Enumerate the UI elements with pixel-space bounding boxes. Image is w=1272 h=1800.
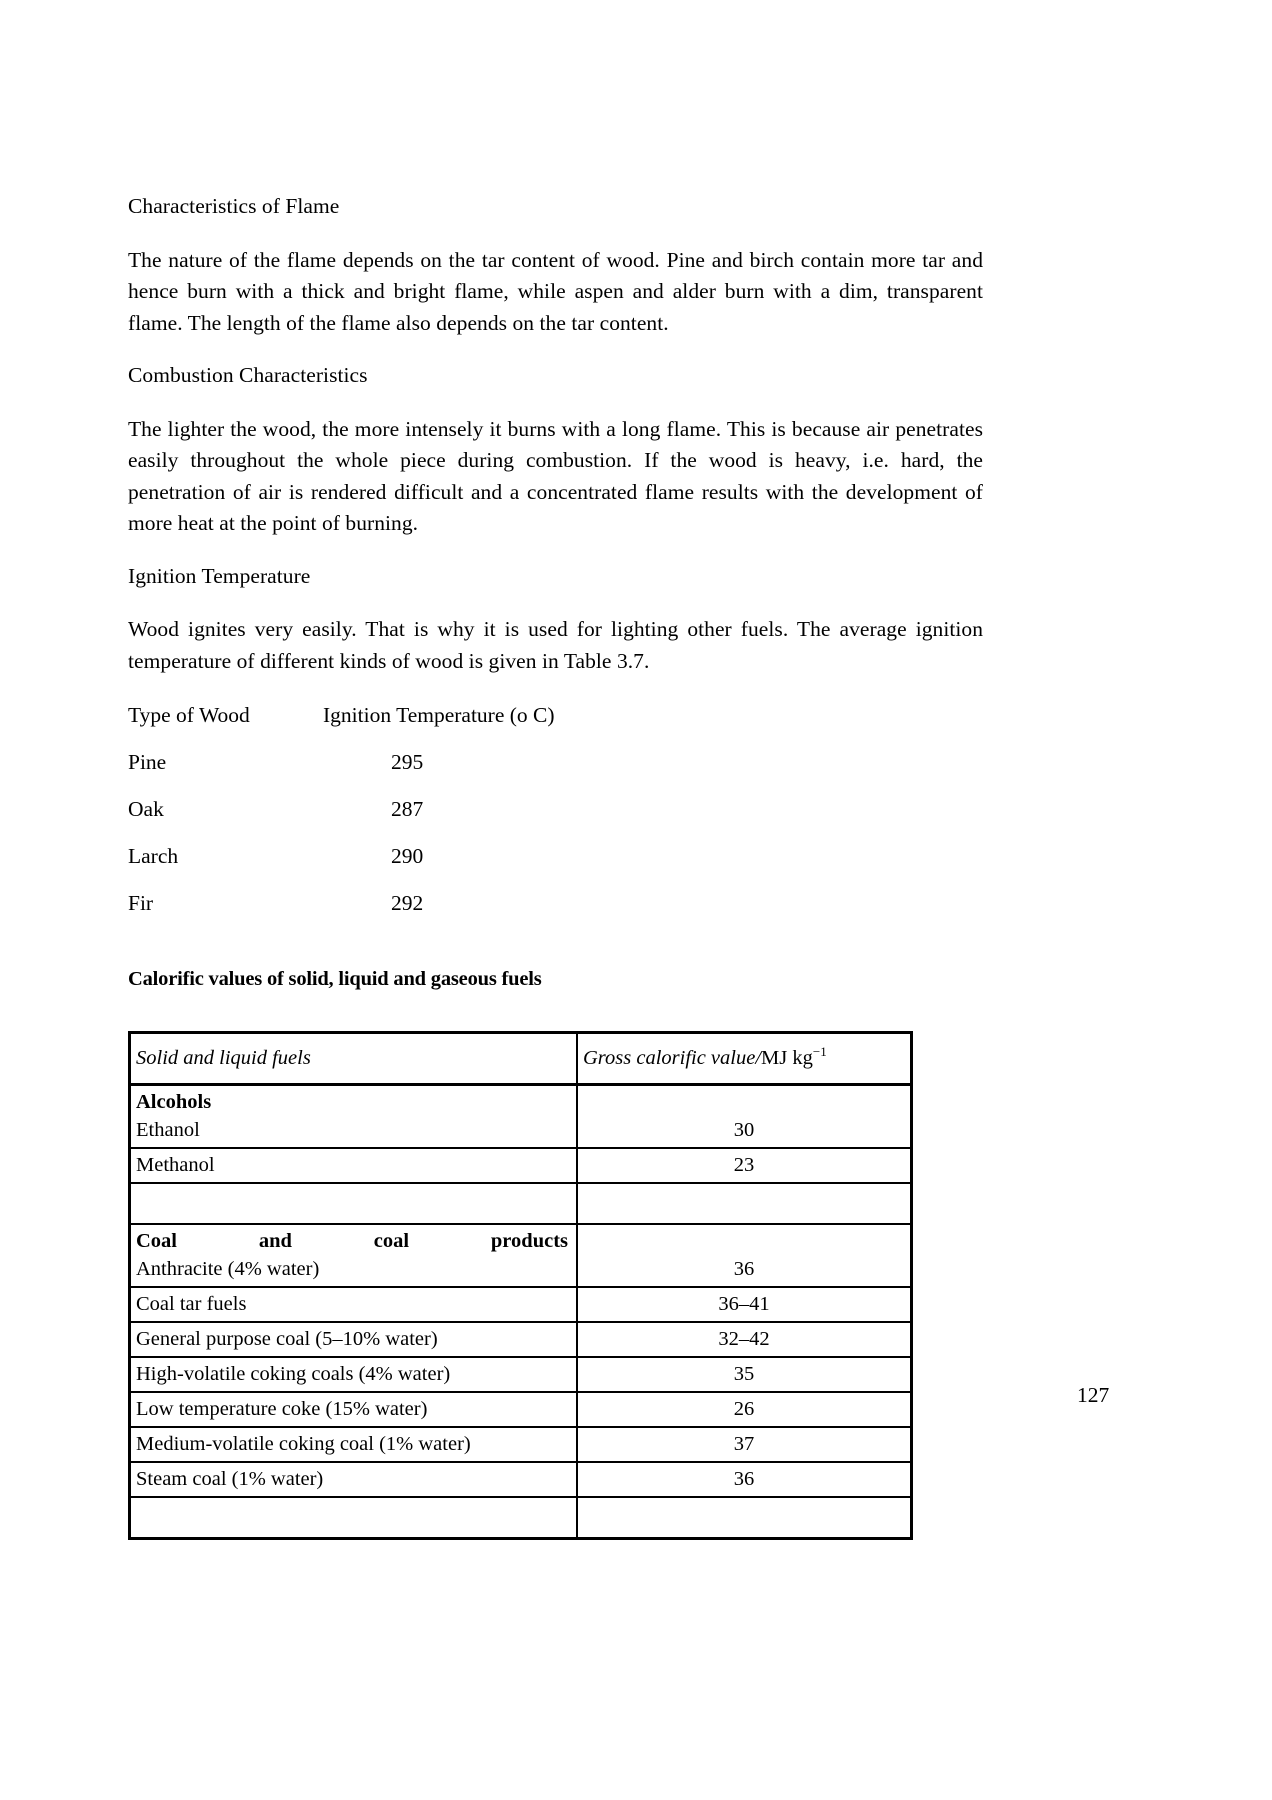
table-header-row xyxy=(130,1033,912,1085)
fuel-name-cell xyxy=(130,1085,578,1149)
section-heading-ignition-temperature: Ignition Temperature xyxy=(128,563,311,588)
table-row xyxy=(130,1427,912,1462)
table-row xyxy=(130,1392,912,1427)
fuel-value-cell xyxy=(577,1183,912,1224)
wood-ignition-temperature: 295 xyxy=(391,750,424,774)
fuel-group-label: Alcohols xyxy=(136,1091,212,1113)
table-row xyxy=(130,1357,912,1392)
wood-ignition-temperature: 290 xyxy=(391,844,424,868)
fuel-name-cell xyxy=(130,1183,578,1224)
page-number: 127 xyxy=(1077,1383,1110,1407)
fuel-name: Anthracite (4% water) xyxy=(136,1258,320,1280)
wood-type: Larch xyxy=(128,844,179,868)
fuel-name: Ethanol xyxy=(136,1119,200,1141)
fuel-name-cell xyxy=(130,1322,578,1357)
wood-type: Fir xyxy=(128,891,154,915)
fuel-group-label: Coal and coal products xyxy=(136,1230,568,1252)
table-header-cell-fuels xyxy=(130,1033,578,1085)
fuel-name: High-volatile coking coals (4% water) xyxy=(136,1363,451,1385)
fuel-value: 23 xyxy=(733,1154,755,1176)
fuel-name-cell xyxy=(130,1357,578,1392)
table-row xyxy=(130,1085,912,1149)
section-heading-characteristics-of-flame: Characteristics of Flame xyxy=(128,194,340,218)
fuel-name-cell xyxy=(130,1392,578,1427)
fuel-value-cell xyxy=(577,1085,912,1149)
fuel-name: Steam coal (1% water) xyxy=(136,1468,324,1490)
wood-table-header-row xyxy=(128,703,983,750)
fuel-value-cell xyxy=(577,1357,912,1392)
fuel-name-cell xyxy=(130,1148,578,1183)
fuel-name: Coal tar fuels xyxy=(136,1293,247,1315)
fuel-name: General purpose coal (5–10% water) xyxy=(136,1328,438,1350)
wood-table-row xyxy=(128,891,983,938)
wood-ignition-temperature: 292 xyxy=(391,891,424,915)
fuel-value: 36 xyxy=(733,1468,755,1490)
fuel-value-cell xyxy=(577,1148,912,1183)
table-row xyxy=(130,1462,912,1497)
table-row xyxy=(130,1322,912,1357)
fuel-name-cell xyxy=(130,1462,578,1497)
fuel-name: Low temperature coke (15% water) xyxy=(136,1398,428,1420)
fuel-value-cell xyxy=(577,1322,912,1357)
table-header-label-fuels: Solid and liquid fuels xyxy=(136,1047,311,1069)
fuel-value: 32–42 xyxy=(718,1328,770,1350)
fuel-value: 36 xyxy=(733,1258,755,1280)
fuel-name-cell xyxy=(130,1427,578,1462)
wood-table-row xyxy=(128,797,983,844)
wood-table-row xyxy=(128,750,983,797)
fuel-value: 30 xyxy=(733,1119,755,1141)
fuel-value-cell xyxy=(577,1462,912,1497)
fuel-value: 36–41 xyxy=(718,1293,770,1315)
fuel-value: 26 xyxy=(733,1398,755,1420)
wood-ignition-temperature-table xyxy=(128,703,983,938)
wood-table-row xyxy=(128,844,983,891)
fuel-name-cell xyxy=(130,1287,578,1322)
wood-table-col2-header: Ignition Temperature (o C) xyxy=(323,703,555,727)
wood-ignition-temperature: 287 xyxy=(391,797,424,821)
table-header-unit: MJ kg xyxy=(761,1047,813,1069)
fuel-value: 37 xyxy=(733,1433,755,1455)
wood-table-col1-header: Type of Wood xyxy=(128,703,250,727)
table-row-blank xyxy=(130,1183,912,1224)
table-row xyxy=(130,1224,912,1287)
wood-type: Oak xyxy=(128,797,164,821)
fuel-value-cell xyxy=(577,1392,912,1427)
page-content xyxy=(128,196,983,1540)
table-header-cell-calorific-value xyxy=(577,1033,912,1085)
table-header-unit-exponent: −1 xyxy=(812,1044,827,1060)
fuel-value-cell xyxy=(577,1287,912,1322)
table-row xyxy=(130,1148,912,1183)
section-body-characteristics-of-flame: The nature of the flame depends on the tar content of wood. Pine and birch contain more tar and hence burn with a thick and bright flame, while aspen and alder burn with a dim, transparent flame. The length of the flame also depends on the tar content. xyxy=(128,247,983,335)
fuels-table-caption: Calorific values of solid, liquid and gaseous fuels xyxy=(128,968,542,990)
fuel-value: 35 xyxy=(733,1363,755,1385)
section-body-ignition-temperature: Wood ignites very easily. That is why it is used for lighting other fuels. The average ignition temperature of different kinds of wood is given in Table 3.7. xyxy=(128,617,983,673)
fuel-value-cell xyxy=(577,1427,912,1462)
fuel-value-cell xyxy=(577,1497,912,1539)
fuel-name-cell xyxy=(130,1497,578,1539)
section-heading-combustion-characteristics: Combustion Characteristics xyxy=(128,363,368,387)
fuel-value-cell xyxy=(577,1224,912,1287)
table-row-blank xyxy=(130,1497,912,1539)
fuel-name-cell xyxy=(130,1224,578,1287)
section-body-combustion-characteristics: The lighter the wood, the more intensely it burns with a long flame. This is because air penetrates easily throughout the whole piece during combustion. If the wood is heavy, i.e. hard, the penetration of air is rendered difficult and a concentrated flame results with the development of more heat at the point of burning. xyxy=(128,416,983,535)
calorific-values-table xyxy=(128,1031,913,1540)
fuel-name: Medium-volatile coking coal (1% water) xyxy=(136,1433,471,1455)
table-header-label-calorific-value: Gross calorific value/ xyxy=(583,1047,762,1069)
fuel-name: Methanol xyxy=(136,1154,215,1176)
table-row xyxy=(130,1287,912,1322)
wood-type: Pine xyxy=(128,750,167,774)
